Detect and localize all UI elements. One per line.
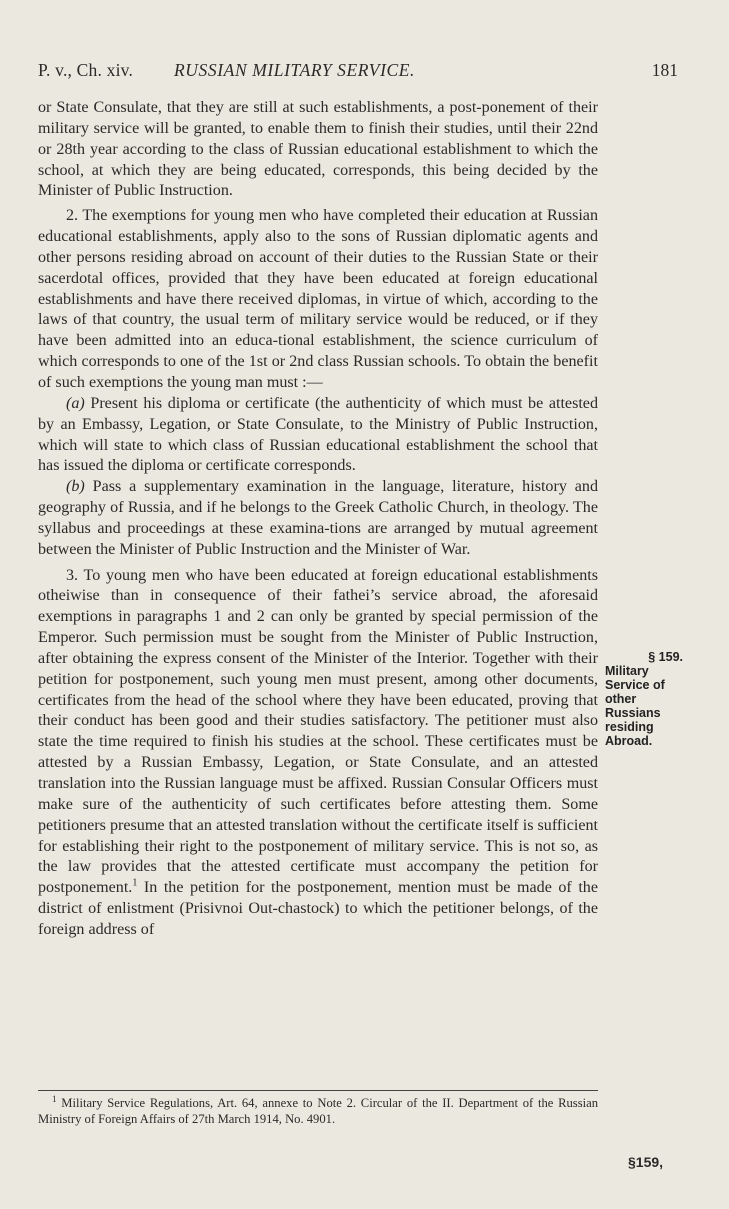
footnote-text: Military Service Regulations, Art. 64, annexe to Note 2. Circular of the II. Department of the Russian Ministry of Foreign Affairs of 27th March 1914, No. 4901.: [38, 1096, 598, 1127]
paragraph-2a: [38, 394, 598, 477]
footnote-divider: [38, 1090, 598, 1091]
catchword: §159,: [628, 1154, 664, 1170]
footnote: [38, 1095, 598, 1127]
paragraph-3-text: 3. To young men who have been educated at foreign educational establishments otheiwise than in consequence of their fathei’s service abroad, the aforesaid exemptions in paragraphs 1 and 2 can only be granted by special permission of the Emperor. Such permission must be sought from the Minister of Public Instruction, after obtaining the express consent of the Minister of the Interior. Together with their petition for postponement, such young men must present, among other documents, certificates from the head of the school where they have been educated, proving that their conduct has been good and their studies satisfactory. The petitioner must also state the time required to finish his studies at the school. These certificates must be attested by a Russian Embassy, Legation, or State Consulate, and an attested translation into the Russian language must be affixed. Russian Consular Officers must make sure of the authenticity of such certificates before attesting them. Some petitioners presume that an attested translation without the certificate itself is sufficient for establishing their right to the postponement of military service. This is not so, as the law provides that the attested certificate must accompany the petition for postponement.: [38, 566, 598, 897]
running-title: RUSSIAN MILITARY SERVICE.: [174, 60, 416, 80]
paragraph-continuation: or State Consulate, that they are still at such establishments, a post-ponement of their military service will be granted, to enable them to finish their studies, until their 22nd or 28th year according to the class of Russian educational establishment to which the school, at which they are being educated, corresponds, this being decided by the Minister of Public Instruction.: [38, 99, 598, 200]
main-text: [38, 98, 598, 941]
paragraph-3: [38, 566, 598, 941]
margin-line: Russians: [605, 706, 661, 720]
item-label-b: (b): [66, 478, 85, 496]
paragraph-2: 2. The exemptions for young men who have completed their education at Russian educational establishments, apply also to the sons of Russian diplomatic agents and other persons residing abroad on account of their duties to the Russian State or their sacerdotal offices, provided that they have been educated at foreign educational establishments and have there received diplomas, in virtue of which, according to the laws of that country, the usual term of military service would be reduced, or if they have been admitted into an educa-tional establishment, the science curriculum of which corresponds to one of the 1st or 2nd class Russian schools. To obtain the benefit of such exemptions the young man must :—: [38, 207, 598, 391]
margin-note: [605, 650, 685, 748]
paragraph-3-end: In the petition for the postponement, mention must be made of the district of enlistment (Prisivnoi Out-chastock) to which the petitioner belongs, of the foreign address of: [38, 879, 598, 938]
item-a-text: Present his diploma or certificate (the authenticity of which must be attested by an Embassy, Legation, or State Consulate, to the Ministry of Public Instruction, which will state to which class of Russian educational establishment the school that has issued the diploma or certificate corresponds.: [38, 394, 598, 475]
page-number: 181: [651, 60, 678, 80]
footnote-mark: 1: [52, 1093, 57, 1104]
footnote-reference: 1: [132, 877, 138, 889]
running-header: [38, 60, 678, 84]
margin-line: Military: [605, 664, 649, 678]
margin-line: Abroad.: [605, 734, 653, 748]
part-chapter-label: P. v., Ch. xiv.: [38, 60, 134, 80]
paragraph-2b: [38, 477, 598, 560]
margin-line: residing: [605, 720, 654, 734]
margin-line: Service of: [605, 678, 665, 692]
item-label-a: (a): [66, 394, 85, 412]
item-b-text: Pass a supplementary examination in the language, literature, history and geography of Russia, and if he belongs to the Greek Catholic Church, in theology. The syllabus and proceedings at these examina-tions are arranged by mutual agreement between the Minister of Public Instruction and the Minister of War.: [38, 478, 598, 558]
margin-section-number: § 159.: [648, 650, 683, 664]
margin-line: other: [605, 692, 637, 706]
